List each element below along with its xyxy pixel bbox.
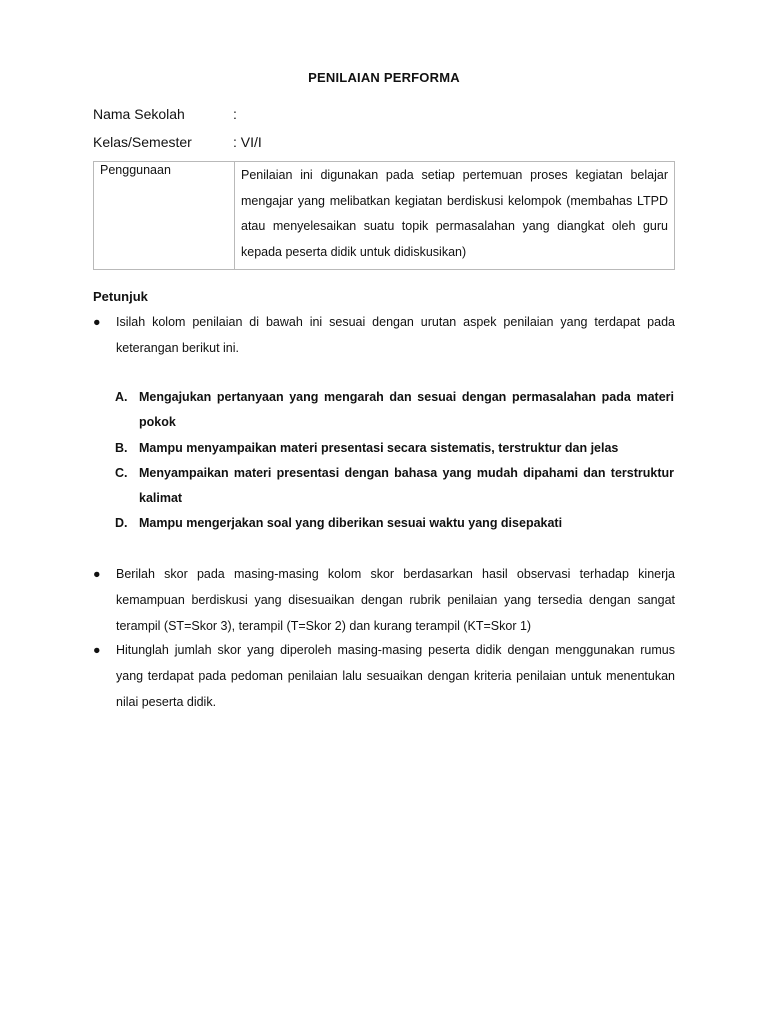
criteria-item-d <box>115 511 674 536</box>
usage-row <box>94 162 675 270</box>
bullet-icon: ● <box>93 567 101 581</box>
criteria-item-b <box>115 436 674 461</box>
instruction-bullet-3 <box>93 637 675 715</box>
criteria-marker-d: D. <box>115 516 128 531</box>
class-semester-label: Kelas/Semester <box>93 134 192 150</box>
criteria-item-c <box>115 461 674 512</box>
page-title: PENILAIAN PERFORMA <box>308 70 460 85</box>
usage-table <box>93 161 675 270</box>
criteria-text-d: Mampu mengerjakan soal yang diberikan sesuai waktu yang disepakati <box>139 516 563 531</box>
criteria-text-a: Mengajukan pertanyaan yang mengarah dan sesuai dengan permasalahan pada materi pokok <box>139 390 674 430</box>
criteria-marker-c: C. <box>115 465 128 480</box>
bullet-icon: ● <box>93 315 101 329</box>
criteria-text-c: Menyampaikan materi presentasi dengan bahasa yang mudah dipahami dan terstruktur kalimat <box>139 465 674 506</box>
instruction-text-1: Isilah kolom penilaian di bawah ini sesuai dengan urutan aspek penilaian yang terdapat pada keterangan berikut ini. <box>116 315 675 355</box>
instruction-text-3: Hitunglah jumlah skor yang diperoleh masing-masing peserta didik dengan menggunakan rumus yang terdapat pada pedoman penilaian lalu sesuaikan dengan kriteria penilaian untuk menentukan nilai peserta didik. <box>116 643 675 709</box>
criteria-marker-b: B. <box>115 440 128 455</box>
school-name-value: : <box>233 106 237 122</box>
instructions-heading: Petunjuk <box>93 289 148 304</box>
school-name-label: Nama Sekolah <box>93 106 185 122</box>
criteria-marker-a: A. <box>115 390 128 404</box>
class-semester-value: : VI/I <box>233 134 262 150</box>
bullet-icon: ● <box>93 643 101 657</box>
usage-label-cell: Penggunaan <box>94 162 235 270</box>
instruction-bullet-1 <box>93 309 675 361</box>
school-name-field <box>93 106 237 122</box>
criteria-text-b: Mampu menyampaikan materi presentasi secara sistematis, terstruktur dan jelas <box>139 440 619 455</box>
instruction-text-2: Berilah skor pada masing-masing kolom skor berdasarkan hasil observasi terhadap kinerja kemampuan berdiskusi yang disesuaikan dengan rubrik penilaian yang tersedia dengan sangat terampil (ST=Skor 3), terampil (T=Skor 2) dan kurang terampil (KT=Skor 1) <box>116 567 675 633</box>
usage-text-cell: Penilaian ini digunakan pada setiap pertemuan proses kegiatan belajar mengajar yang melibatkan kegiatan berdiskusi kelompok (membahas LTPD atau menyelesaikan suatu topik permasalahan yang diangkat oleh guru kepada peserta didik untuk didiskusikan) <box>235 162 675 270</box>
criteria-list <box>115 385 674 537</box>
instruction-bullet-2 <box>93 561 675 639</box>
criteria-item-a <box>115 385 674 436</box>
class-semester-field <box>93 134 262 150</box>
